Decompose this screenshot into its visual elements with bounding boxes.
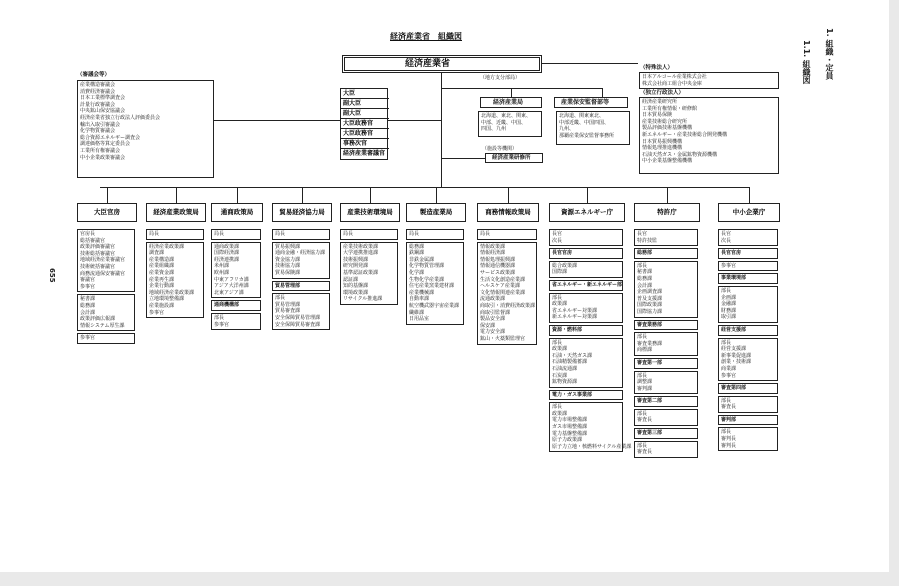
unit-item: 国際協力課 <box>637 308 663 315</box>
unit-item: 貿易審査課 <box>275 308 301 315</box>
unit-group <box>146 229 204 240</box>
unit-item: 局長 <box>275 231 286 237</box>
unit-item: 局長 <box>480 231 491 237</box>
unit-group <box>549 402 632 452</box>
bureau-safety-line: 九州、 <box>559 126 575 133</box>
connector-line <box>388 120 441 121</box>
unit-item: 特許技監 <box>637 237 658 244</box>
unit-item: 産業技術政策課 <box>343 243 379 250</box>
unit-item: ヘルスケア産業課 <box>480 283 520 290</box>
connector-line <box>302 187 303 203</box>
unit-group <box>272 229 330 240</box>
division-header: 総務部 <box>634 248 698 259</box>
unit-item: 化学物質管理課 <box>409 263 445 270</box>
page-number: 655 <box>48 268 56 283</box>
unit-item: 参事官 <box>721 262 737 269</box>
bureau-economy-title: 経済産業局 <box>493 99 524 106</box>
unit-item: 産業資金課 <box>149 269 175 276</box>
unit-item: 繊維課 <box>409 309 425 316</box>
unit-item: 産業構造課 <box>149 256 175 263</box>
connector-line <box>370 187 371 203</box>
unit-item: 総務課 <box>637 275 653 282</box>
unit-item: 会計課 <box>637 282 653 289</box>
bureau-economy-title-box <box>480 97 542 108</box>
unit-item: 参事官 <box>214 321 230 328</box>
unit-item: 通商政策課 <box>214 243 240 250</box>
admin-corp-item: 新エネルギー・産業技術総合開発機構 <box>642 131 728 138</box>
bureau-economy-line: 四国、九州 <box>481 126 507 133</box>
council-item: 化学物質審議会 <box>80 128 116 135</box>
unit-item: 商務流通保安審議官 <box>80 270 126 277</box>
unit-item: 欧州課 <box>214 269 230 276</box>
unit-item: 電力基盤整備課 <box>552 430 588 437</box>
council-item: 工業所有権審議会 <box>80 147 121 154</box>
unit-item: 部長 <box>214 314 225 321</box>
minister-stack <box>340 88 388 160</box>
unit-item: 原子力立地・核燃料サイクル産業課 <box>552 443 632 450</box>
unit-item: 政策評価審議官 <box>80 244 116 251</box>
unit-item: 秘書課 <box>80 296 96 303</box>
unit-item: 新エネルギー対策課 <box>552 314 598 321</box>
unit-group <box>340 242 398 305</box>
unit-group <box>634 332 698 356</box>
unit-group <box>718 396 778 413</box>
bureau-column <box>549 229 632 454</box>
unit-item: 秘書課 <box>637 269 653 276</box>
admin-corp-box <box>639 97 779 174</box>
unit-item: 基準認証政策課 <box>343 269 379 276</box>
unit-item: 認証課 <box>343 276 359 283</box>
unit-item: 製品安全課 <box>480 316 506 323</box>
unit-item: 長官 <box>552 231 563 237</box>
section-tag-org: 1. 組織・定員 <box>825 28 834 80</box>
unit-item: 原子力政策課 <box>552 437 583 444</box>
bureau-economy-list <box>478 111 542 137</box>
unit-item: 日用品室 <box>409 316 430 323</box>
bureau-header: 中小企業庁 <box>718 203 780 222</box>
bureau-column <box>406 229 464 327</box>
council-item: 調達価格等算定委員会 <box>80 141 131 148</box>
unit-item: 部長 <box>275 295 286 302</box>
unit-item: ガス市場整備課 <box>552 424 588 431</box>
bureau-header: 商務情報政策局 <box>477 203 539 222</box>
unit-item: 普及支援課 <box>637 295 663 302</box>
unit-item: 大学連携推進課 <box>343 250 379 257</box>
unit-group <box>549 338 623 388</box>
unit-item: 産業再生課 <box>149 276 175 283</box>
connector-line <box>176 187 177 203</box>
unit-group <box>718 229 778 246</box>
connector-line <box>602 88 603 97</box>
division-header: 長官官房 <box>718 248 778 259</box>
unit-item: 経営支援課 <box>721 346 747 353</box>
unit-group <box>634 229 698 246</box>
unit-item: 部長 <box>637 262 648 269</box>
unit-item: 情報政策課 <box>480 243 506 250</box>
unit-item: 局長 <box>343 231 354 237</box>
unit-item: 電力安全課 <box>480 329 506 336</box>
unit-item: 総合政策課 <box>552 262 578 269</box>
connector-line <box>511 88 512 97</box>
unit-item: 長官 <box>637 231 648 237</box>
unit-item: 次長 <box>552 237 563 244</box>
bureau-column <box>211 229 261 332</box>
unit-item: 官房長 <box>80 231 96 237</box>
unit-item: 金融課 <box>721 301 737 308</box>
division-header: 審査業務部 <box>634 320 698 331</box>
division-header: 事業環境部 <box>718 273 778 284</box>
unit-item: 部長 <box>721 287 732 294</box>
unit-item: 取引課 <box>721 314 737 321</box>
facility-title: （施設等機関） <box>482 146 518 152</box>
unit-item: 審判課 <box>637 385 653 392</box>
admin-corp-title: （独立行政法人） <box>640 90 685 96</box>
unit-item: 審査長 <box>637 417 653 424</box>
connector-line <box>441 73 442 187</box>
division-header: 長官官房 <box>549 248 623 259</box>
unit-item: 生物化学産業課 <box>409 276 445 283</box>
division-header: 電力・ガス事業部 <box>549 390 623 401</box>
unit-group <box>549 261 623 278</box>
unit-item: 国際課 <box>552 269 568 276</box>
unit-item: 生活文化創造産業課 <box>480 276 526 283</box>
admin-corp-item: 中小企業基盤整備機構 <box>642 158 693 165</box>
special-corp-item: 日本アルコール産業株式会社 <box>642 74 707 80</box>
unit-item: 部長 <box>637 372 648 379</box>
minister-row: 大臣 <box>341 89 389 99</box>
unit-item: 産業組織課 <box>149 263 175 270</box>
unit-item: 非鉄金属課 <box>409 256 435 263</box>
unit-item: リサイクル推進課 <box>343 296 383 303</box>
connector-line <box>667 187 668 203</box>
unit-item: 流通政策課 <box>480 296 506 303</box>
unit-item: 技術総括審議官 <box>80 250 116 257</box>
unit-item: 局長 <box>214 231 225 237</box>
local-branches-label: （地方支分部局） <box>480 75 521 81</box>
unit-item: 審判長 <box>721 442 737 449</box>
unit-item: 立地環境整備課 <box>149 296 185 303</box>
unit-item: 商取引・消費経済政策課 <box>480 302 536 309</box>
bureau-header: 通商政策局 <box>211 203 263 222</box>
unit-item: 技術協力課 <box>275 263 301 270</box>
unit-group <box>272 242 330 279</box>
unit-group <box>211 242 261 299</box>
unit-item: 自動車課 <box>409 296 430 303</box>
unit-item: 参事官 <box>721 372 737 379</box>
bureau-column <box>272 229 330 332</box>
council-item: 産業構造審議会 <box>80 82 116 88</box>
unit-item: 部長 <box>552 339 563 346</box>
unit-group <box>549 229 623 246</box>
unit-group <box>406 242 464 325</box>
minister-row: 副大臣 <box>341 99 389 109</box>
bureau-economy-line: 北海道、東北、関東、 <box>481 113 532 119</box>
unit-item: 文化情報関連産業課 <box>480 289 526 296</box>
unit-group <box>77 333 135 344</box>
unit-item: 石油流通課 <box>552 365 578 372</box>
special-corp-box <box>639 72 779 89</box>
unit-item: 審査業務課 <box>637 340 663 347</box>
unit-item: 政策課 <box>552 346 568 353</box>
division-header: 審査第四部 <box>718 383 778 394</box>
admin-corp-item: 産業技術総合研究所 <box>642 118 688 125</box>
unit-group <box>77 229 135 292</box>
unit-item: 貿易保険課 <box>275 269 301 276</box>
admin-corp-item: 製品評価技術基盤機構 <box>642 125 693 132</box>
unit-item: 商標課 <box>637 347 653 354</box>
unit-item: 米州課 <box>214 263 230 270</box>
admin-corp-item: 工業所有権情報・研修館 <box>642 105 698 112</box>
unit-group <box>718 427 778 451</box>
bureau-safety-title: 産業保安監督部等 <box>561 99 610 106</box>
ministry-name: 経済産業省 <box>405 59 451 69</box>
unit-group <box>211 229 261 240</box>
council-item: 中小企業政策審議会 <box>80 154 126 161</box>
unit-item: 経済産業政策課 <box>149 243 185 250</box>
bureau-header: 資源エネルギー庁 <box>549 203 625 222</box>
admin-corp-item: 情報処理推進機構 <box>642 145 683 152</box>
minister-row: 事務次官 <box>341 139 389 149</box>
unit-item: 部長 <box>552 294 563 301</box>
unit-item: 石油精製備蓄課 <box>552 359 588 366</box>
unit-item: 調整課 <box>637 379 653 386</box>
council-item: 輸出入取引審議会 <box>80 121 121 128</box>
unit-item: 局長 <box>149 231 160 237</box>
unit-item: 産業施設課 <box>149 302 175 309</box>
council-item: 消費経済審議会 <box>80 88 116 95</box>
unit-group <box>634 409 698 426</box>
unit-item: 国際政策課 <box>637 302 663 309</box>
bureau-safety-line: 那覇産業保安監督事務所 <box>559 132 615 139</box>
bureau-safety-title-box <box>554 97 628 108</box>
unit-item: 技術統括審議官 <box>80 263 116 270</box>
unit-group <box>634 441 698 458</box>
unit-item: 鉄鋼課 <box>409 250 425 257</box>
unit-group <box>634 261 698 318</box>
council-item: 日本工業標準調査会 <box>80 95 126 102</box>
unit-item: 安全保障貿易審査課 <box>275 321 321 328</box>
councils-box <box>77 80 214 178</box>
unit-item: 部長 <box>721 397 732 404</box>
admin-corp-item: 日本貿易振興機構 <box>642 138 683 145</box>
unit-item: 経済連携課 <box>214 256 240 263</box>
unit-item: 参事官 <box>149 309 165 316</box>
admin-corp-item: 石油天然ガス・金属鉱物資源機構 <box>642 151 718 158</box>
council-item: 計量行政審議会 <box>80 101 116 108</box>
unit-group <box>340 229 398 240</box>
bureau-column <box>634 229 698 460</box>
unit-group <box>718 261 778 272</box>
unit-group <box>718 338 778 382</box>
unit-group <box>549 293 623 323</box>
unit-item: 地域経済産業審議官 <box>80 257 126 264</box>
bureau-column <box>718 229 778 453</box>
connector-line <box>441 88 603 89</box>
unit-group <box>477 229 537 240</box>
unit-item: 石油・天然ガス課 <box>552 352 593 359</box>
special-corp-item: 株式会社商工組合中央金庫 <box>642 80 703 87</box>
page-title: 経済産業省 組織図 <box>390 32 462 41</box>
unit-item: 資金協力課 <box>275 256 301 263</box>
unit-item: 情報経済課 <box>480 250 506 257</box>
unit-item: 国際経済課 <box>214 250 240 257</box>
unit-item: 審査長 <box>637 449 653 456</box>
unit-item: 研究開発課 <box>343 263 369 270</box>
unit-item: 環境政策課 <box>343 289 369 296</box>
facility-label: 経済産業研修所 <box>492 155 531 161</box>
bureau-column <box>77 229 135 346</box>
unit-item: 省エネルギー対策課 <box>552 307 598 314</box>
division-header: 審査第二部 <box>634 396 698 407</box>
unit-item: サービス政策課 <box>480 269 516 276</box>
section-tag-chart: 1.1. 組織図 <box>802 40 811 84</box>
facility-box <box>485 153 543 163</box>
unit-item: 参事官 <box>80 283 96 290</box>
division-header: 審査第一部 <box>634 358 698 369</box>
unit-item: 部長 <box>721 339 732 346</box>
unit-item: 総括審議官 <box>80 237 106 244</box>
unit-item: 保安課 <box>480 322 496 329</box>
unit-item: 鉱物資源課 <box>552 379 578 386</box>
bureau-header: 大臣官房 <box>77 203 137 222</box>
unit-item: 情報通信機器課 <box>480 263 516 270</box>
unit-item: 次長 <box>721 237 732 244</box>
bureau-safety-list <box>556 111 630 145</box>
unit-group <box>406 229 464 240</box>
councils-title: （審議会等） <box>77 72 111 78</box>
unit-group <box>77 294 135 331</box>
unit-item: 局長 <box>409 231 420 237</box>
unit-item: 中東アフリカ課 <box>214 276 249 283</box>
connector-line <box>214 120 340 121</box>
bureau-economy-line: 中部、近畿、中国、 <box>481 119 527 126</box>
admin-corp-item: 経済産業研究所 <box>642 99 678 105</box>
unit-item: 商取引監督課 <box>480 309 511 316</box>
unit-item: 航空機武器宇宙産業課 <box>409 302 460 309</box>
unit-item: 政策評価広報課 <box>80 316 116 323</box>
unit-item: 安全保障貿易管理課 <box>275 314 321 321</box>
unit-item: 知的基盤課 <box>343 283 369 290</box>
unit-group <box>634 371 698 395</box>
bureau-safety-line: 中部近畿、中国四国、 <box>559 119 610 126</box>
unit-item: 企業行動課 <box>149 283 175 290</box>
unit-item: 電力市場整備課 <box>552 417 588 424</box>
unit-item: 貿易振興課 <box>275 243 301 250</box>
unit-item: 総務課 <box>409 243 425 250</box>
connector-line <box>107 187 108 203</box>
bureau-column <box>340 229 398 307</box>
unit-item: 通商金融・経済協力課 <box>275 250 326 257</box>
bureau-header: 産業技術環境局 <box>340 203 400 222</box>
unit-item: 長官 <box>721 231 732 237</box>
unit-item: 北東アジア課 <box>214 289 244 296</box>
unit-item: 総務課 <box>80 302 96 309</box>
unit-item: 創業・技術課 <box>721 359 752 366</box>
unit-item: 参事官 <box>80 335 96 342</box>
bureau-header: 製造産業局 <box>406 203 466 222</box>
division-header: 省エネルギー・新エネルギー部 <box>549 280 623 291</box>
connector-line <box>100 187 750 188</box>
unit-item: 商業課 <box>721 365 737 372</box>
unit-item: 産業機械課 <box>409 289 435 296</box>
connector-line <box>441 158 485 159</box>
division-header: 通商機構部 <box>211 300 261 311</box>
minister-row: 副大臣 <box>341 109 389 119</box>
unit-item: 政策課 <box>552 410 568 417</box>
unit-item: 部長 <box>637 410 648 417</box>
unit-item: 会計課 <box>80 309 96 316</box>
unit-item: アジア大洋州課 <box>214 283 249 290</box>
unit-group <box>211 313 261 330</box>
minister-row: 経済産業審議官 <box>343 150 386 157</box>
unit-item: 化学課 <box>409 269 425 276</box>
unit-item: 貿易管理課 <box>275 301 301 308</box>
connector-line <box>237 187 238 203</box>
unit-item: 住宅産業窯業建材課 <box>409 283 455 290</box>
unit-item: 企画調査課 <box>637 289 663 296</box>
unit-group <box>718 286 778 323</box>
council-item: 総合資源エネルギー調査会 <box>80 134 141 141</box>
unit-item: 技術振興課 <box>343 256 369 263</box>
division-header: 貿易管理部 <box>272 281 330 292</box>
connector-line <box>749 187 750 203</box>
unit-item: 調査課 <box>149 250 165 257</box>
division-header: 経営支援部 <box>718 325 778 336</box>
connector-line <box>542 63 638 64</box>
unit-item: 財務課 <box>721 307 737 314</box>
unit-item: 石炭課 <box>552 372 568 379</box>
bureau-header: 経済産業政策局 <box>146 203 206 222</box>
special-corp-title: （特殊法人） <box>640 65 674 71</box>
unit-item: 情報システム厚生課 <box>80 322 125 329</box>
council-item: 中央鉱山保安協議会 <box>80 108 126 115</box>
unit-item: 審判長 <box>721 436 737 443</box>
unit-item: 部長 <box>637 442 648 449</box>
unit-item: 新事業促進課 <box>721 352 752 359</box>
bureau-header: 特許庁 <box>634 203 700 222</box>
connector-line <box>508 187 509 203</box>
connector-line <box>587 187 588 203</box>
unit-group <box>272 293 330 330</box>
council-item: 経済産業省独立行政法人評価委員会 <box>80 114 161 121</box>
minister-row: 大臣政務官 <box>341 129 389 139</box>
bureau-column <box>477 229 537 347</box>
unit-item: 鉱山・火薬類監理官 <box>480 335 526 342</box>
division-header: 審判部 <box>718 415 778 426</box>
ministry-box <box>342 55 542 73</box>
unit-item: 部長 <box>552 404 563 411</box>
connector-line <box>436 187 437 203</box>
unit-item: 部長 <box>721 429 732 436</box>
unit-item: 企画課 <box>721 294 737 301</box>
minister-row: 大臣政務官 <box>341 119 389 129</box>
division-header: 審査第三部 <box>634 428 698 439</box>
unit-item: 情報処理振興課 <box>480 256 516 263</box>
bureau-safety-line: 北海道、関東東北、 <box>559 113 605 119</box>
bureau-header: 貿易経済協力局 <box>272 203 332 222</box>
bureau-column <box>146 229 204 320</box>
unit-group <box>146 242 204 319</box>
unit-item: 地域経済産業政策課 <box>149 289 195 296</box>
unit-group <box>477 242 537 345</box>
division-header: 資源・燃料部 <box>549 325 623 336</box>
unit-item: 部長 <box>637 334 648 341</box>
admin-corp-item: 日本貿易保険 <box>642 112 673 119</box>
unit-item: 政策課 <box>552 301 568 308</box>
unit-item: 審議官 <box>80 277 96 284</box>
unit-item: 審査長 <box>721 404 737 411</box>
